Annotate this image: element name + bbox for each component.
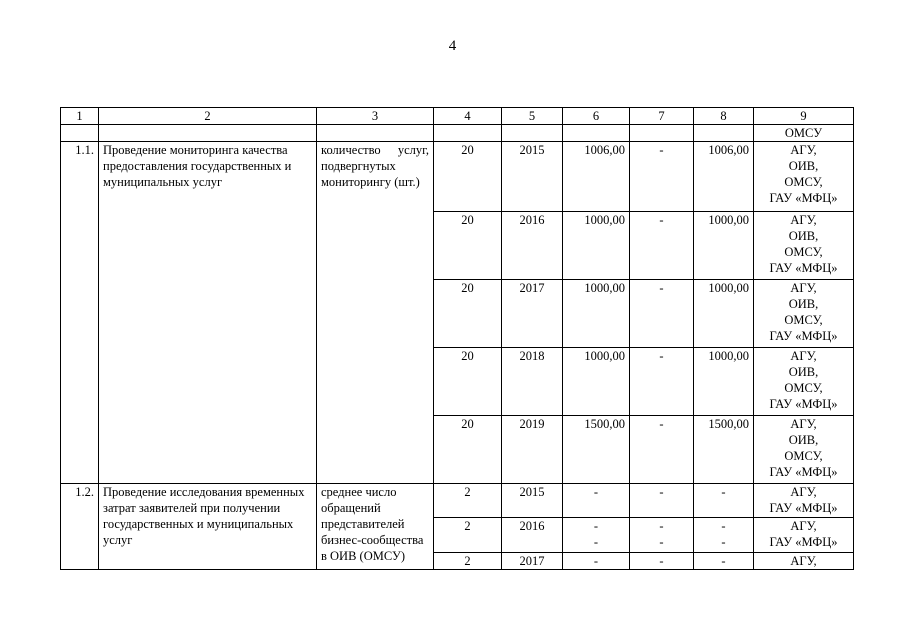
item-indicator: среднее число обращений представителей бизнес-сообщества в ОИВ (ОМСУ)	[317, 484, 434, 570]
executors-cell	[754, 142, 854, 212]
value-col8	[694, 518, 754, 553]
year-cell: 2015	[502, 484, 563, 518]
value-col7: -	[630, 348, 694, 416]
executor: АГУ,	[790, 349, 817, 363]
item-indicator: количество услуг, подвергнутых мониторингу (шт.)	[317, 142, 434, 484]
year-cell: 2016	[502, 518, 563, 553]
program-table	[60, 107, 854, 570]
value-col6: -	[563, 553, 630, 570]
item-number: 1.2.	[61, 484, 99, 570]
dash-value: -	[593, 535, 599, 549]
value-col8: 1000,00	[694, 348, 754, 416]
dash-value: -	[659, 519, 664, 533]
executor: ОМСУ,	[784, 245, 823, 259]
executor: ГАУ «МФЦ»	[769, 465, 838, 479]
value-col4: 20	[434, 142, 502, 212]
executor: ОМСУ,	[784, 449, 823, 463]
executor: АГУ,	[790, 417, 817, 431]
year-cell: 2015	[502, 142, 563, 212]
value-col6: 1000,00	[563, 348, 630, 416]
value-col4: 20	[434, 416, 502, 484]
value-col7: -	[630, 484, 694, 518]
year-cell: 2018	[502, 348, 563, 416]
value-col8: -	[694, 553, 754, 570]
header-col-6: 6	[563, 108, 630, 125]
executors-cell	[754, 553, 854, 570]
year-cell: 2017	[502, 280, 563, 348]
executors-cell	[754, 348, 854, 416]
executor: ГАУ «МФЦ»	[769, 191, 838, 205]
header-col-8: 8	[694, 108, 754, 125]
value-col4: 20	[434, 280, 502, 348]
executor: ОМСУ,	[784, 313, 823, 327]
executor: АГУ,	[790, 143, 817, 157]
executor: ОМСУ,	[784, 175, 823, 189]
value-col8: 1006,00	[694, 142, 754, 212]
value-col6: 1006,00	[563, 142, 630, 212]
header-col-4: 4	[434, 108, 502, 125]
continuation-row	[61, 125, 854, 142]
year-cell: 2019	[502, 416, 563, 484]
executor: ОИВ,	[788, 297, 819, 311]
value-col6: -	[563, 484, 630, 518]
executor: АГУ,	[790, 519, 817, 533]
executor: ГАУ «МФЦ»	[769, 397, 838, 411]
executors-cell	[754, 518, 854, 553]
executors-cell	[754, 212, 854, 280]
header-row	[61, 108, 854, 125]
value-col6: 1000,00	[563, 212, 630, 280]
executor: ОМСУ,	[784, 381, 823, 395]
executor: АГУ,	[790, 213, 817, 227]
executor: АГУ,	[790, 485, 817, 499]
value-col7	[630, 518, 694, 553]
executor: АГУ,	[790, 281, 817, 295]
header-col-2: 2	[99, 108, 317, 125]
page-number: 4	[448, 38, 457, 54]
year-cell: 2016	[502, 212, 563, 280]
value-col7: -	[630, 553, 694, 570]
value-col8: -	[694, 484, 754, 518]
value-col4: 2	[434, 484, 502, 518]
value-col4: 20	[434, 212, 502, 280]
value-col4: 20	[434, 348, 502, 416]
value-col8: 1500,00	[694, 416, 754, 484]
item-name: Проведение исследования временных затрат заявителей при получении государственных и муниципальных услуг	[99, 484, 317, 570]
header-col-7: 7	[630, 108, 694, 125]
executor: ГАУ «МФЦ»	[769, 535, 838, 549]
executors-cell	[754, 484, 854, 518]
executor: ОИВ,	[788, 365, 819, 379]
header-col-1: 1	[61, 108, 99, 125]
value-col6: 1000,00	[563, 280, 630, 348]
value-col4: 2	[434, 553, 502, 570]
value-col8: 1000,00	[694, 280, 754, 348]
table-row	[61, 484, 854, 518]
value-col4: 2	[434, 518, 502, 553]
value-col7: -	[630, 212, 694, 280]
executors-cell	[754, 280, 854, 348]
value-col6	[563, 518, 630, 553]
executor: ОИВ,	[788, 159, 819, 173]
year-cell: 2017	[502, 553, 563, 570]
executor: ОИВ,	[788, 229, 819, 243]
executors-cell	[754, 416, 854, 484]
dash-value: -	[721, 519, 726, 533]
executor: ГАУ «МФЦ»	[769, 261, 838, 275]
value-col7: -	[630, 280, 694, 348]
continuation-executor: ОМСУ	[754, 125, 854, 142]
dash-value: -	[659, 535, 664, 549]
item-name: Проведение мониторинга качества предоставления государственных и муниципальных услуг	[99, 142, 317, 484]
header-col-3: 3	[317, 108, 434, 125]
executor: ГАУ «МФЦ»	[769, 501, 838, 515]
dash-value: -	[721, 535, 726, 549]
table-row	[61, 142, 854, 212]
value-col7: -	[630, 416, 694, 484]
header-col-5: 5	[502, 108, 563, 125]
dash-value: -	[593, 519, 599, 533]
value-col7: -	[630, 142, 694, 212]
value-col6: 1500,00	[563, 416, 630, 484]
value-col8: 1000,00	[694, 212, 754, 280]
executor: ОИВ,	[788, 433, 819, 447]
executor: АГУ,	[790, 554, 817, 568]
executor: ГАУ «МФЦ»	[769, 329, 838, 343]
item-number: 1.1.	[61, 142, 99, 484]
header-col-9: 9	[754, 108, 854, 125]
